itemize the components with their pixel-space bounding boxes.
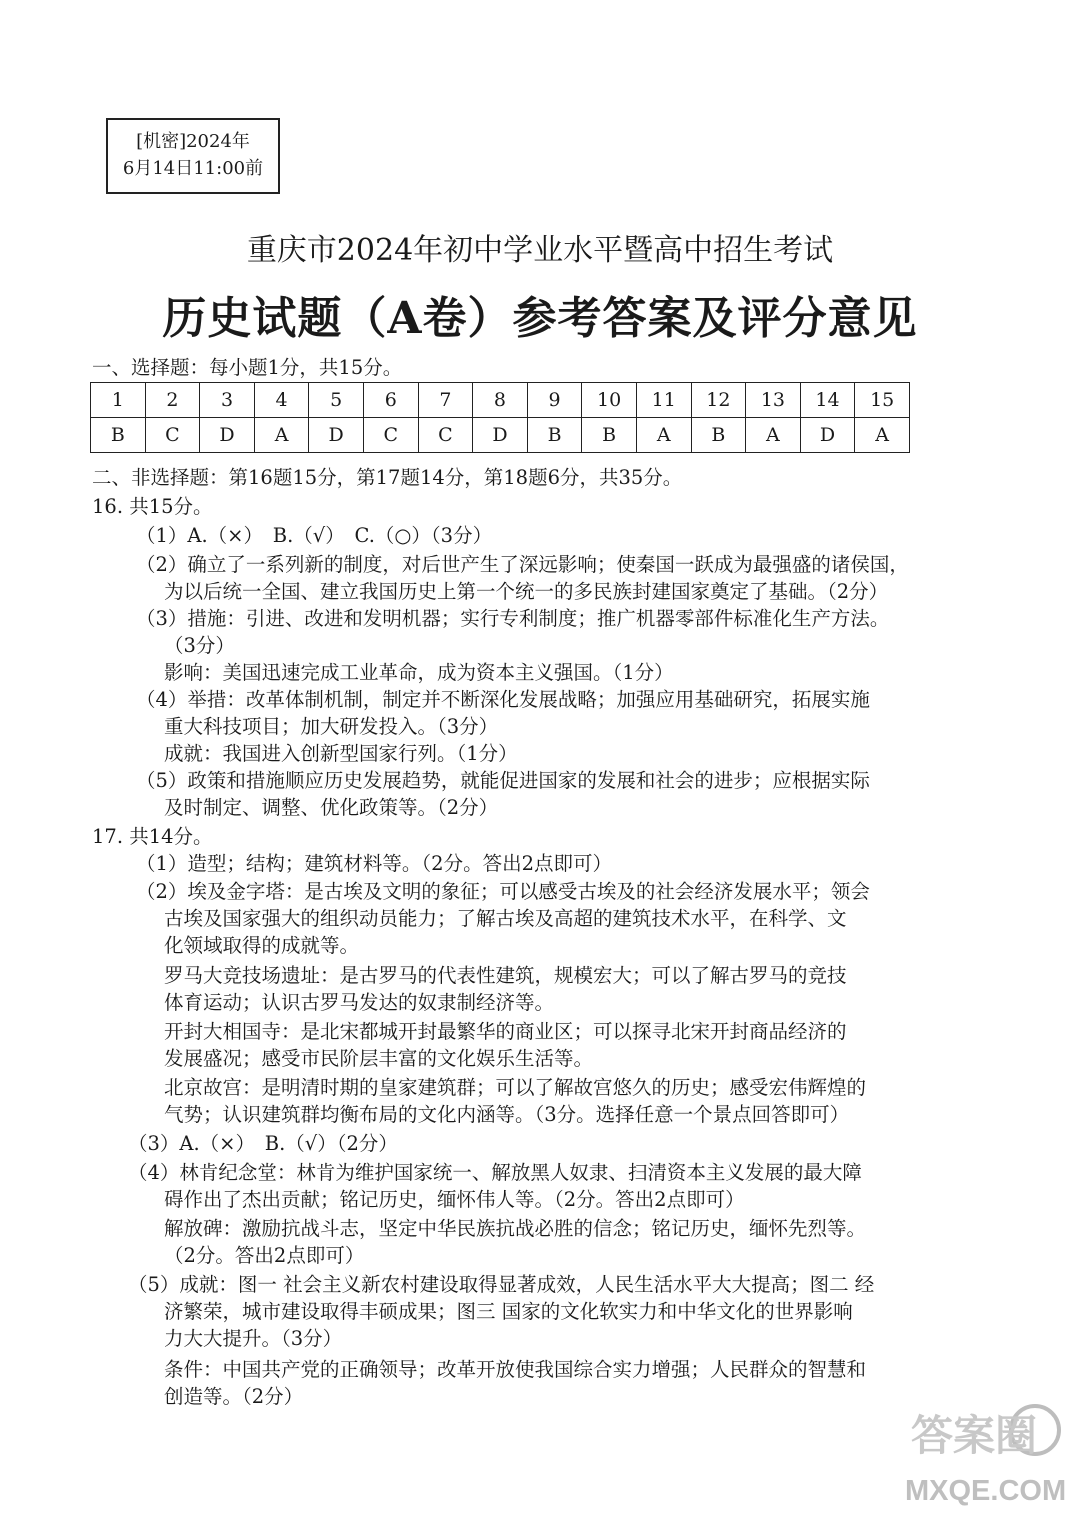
q17-part-2-line-2: 古埃及国家强大的组织动员能力；了解古埃及高超的建筑技术水平，在科学、文: [164, 907, 847, 930]
q17-part-1: （1）造型；结构；建筑材料等。（2分。答出2点即可）: [136, 852, 612, 875]
answer-cell: B: [691, 418, 746, 453]
question-number-cell: 14: [800, 383, 855, 418]
q16-part-5-line-1: （5）政策和措施顺应历史发展趋势，就能促进国家的发展和社会的进步；应根据实际: [136, 769, 870, 792]
confidential-stamp-box: [106, 118, 280, 194]
q16-part-4-line-2: 重大科技项目；加大研发投入。（3分）: [164, 715, 499, 738]
q17-part-4-line-3: 解放碑：激励抗战斗志，坚定中华民族抗战必胜的信念；铭记历史，缅怀先烈等。: [164, 1217, 867, 1240]
q17-part-4-line-1: （4）林肯纪念堂：林肯为维护国家统一、解放黑人奴隶、扫清资本主义发展的最大障: [128, 1161, 862, 1184]
watermark-logo-text: 答案圈: [911, 1412, 1038, 1459]
question-number-row: [91, 383, 910, 418]
question-number-cell: 1: [91, 383, 146, 418]
answer-cell: A: [855, 418, 910, 453]
q17-part-2-line-7: 发展盛况；感受市民阶层丰富的文化娱乐生活等。: [164, 1047, 594, 1070]
question-number-cell: 15: [855, 383, 910, 418]
answer-cell: D: [800, 418, 855, 453]
question-number-cell: 3: [200, 383, 255, 418]
q17-heading: 17. 共14分。: [92, 825, 213, 848]
answer-row: [91, 418, 910, 453]
q16-part-4-line-1: （4）举措：改革体制机制，制定并不断深化发展战略；加强应用基础研究，拓展实施: [136, 688, 870, 711]
q16-part-2-line-1: （2）确立了一系列新的制度，对后世产生了深远影响；使秦国一跃成为最强盛的诸侯国，: [136, 553, 909, 576]
q17-part-5-line-5: 创造等。（2分）: [164, 1385, 304, 1408]
answer-cell: A: [746, 418, 801, 453]
answer-cell: B: [91, 418, 146, 453]
q17-part-2-line-8: 北京故宫：是明清时期的皇家建筑群；可以了解故宫悠久的历史；感受宏伟辉煌的: [164, 1076, 867, 1099]
watermark-logo: [905, 1400, 1065, 1510]
q17-part-4-line-4: （2分。答出2点即可）: [164, 1244, 365, 1267]
section-2-heading: 二、非选择题：第16题15分，第17题14分，第18题6分，共35分。: [92, 466, 683, 489]
q17-part-2-line-4: 罗马大竞技场遗址：是古罗马的代表性建筑，规模宏大；可以了解古罗马的竞技: [164, 964, 847, 987]
answer-cell: D: [473, 418, 528, 453]
q16-part-1: （1）A.（×） B.（√） C.（○）（3分）: [136, 524, 493, 547]
q16-part-5-line-2: 及时制定、调整、优化政策等。（2分）: [164, 796, 499, 819]
answer-cell: A: [254, 418, 309, 453]
paper-title: 历史试题（A卷）参考答案及评分意见: [162, 293, 918, 344]
q17-part-3: （3）A.（×） B.（√）（2分）: [128, 1132, 398, 1155]
q17-part-2-line-3: 化领域取得的成就等。: [164, 934, 360, 957]
confidential-line-2: 6月14日11:00前: [122, 158, 264, 179]
q16-part-3-line-2: （3分）: [164, 634, 235, 657]
question-number-cell: 11: [636, 383, 691, 418]
answer-cell: C: [418, 418, 473, 453]
q16-part-3-line-1: （3）措施：引进、改进和发明机器；实行专利制度；推广机器零部件标准化生产方法。: [136, 607, 890, 630]
q16-part-4-line-3: 成就：我国进入创新型国家行列。（1分）: [164, 742, 518, 765]
q17-part-2-line-1: （2）埃及金字塔：是古埃及文明的象征；可以感受古埃及的社会经济发展水平；领会: [136, 880, 870, 903]
question-number-cell: 5: [309, 383, 364, 418]
q16-heading: 16. 共15分。: [92, 495, 213, 518]
question-number-cell: 4: [254, 383, 309, 418]
answer-cell: B: [527, 418, 582, 453]
q17-part-5-line-3: 力大大提升。（3分）: [164, 1327, 343, 1350]
question-number-cell: 7: [418, 383, 473, 418]
q17-part-5-line-2: 济繁荣，城市建设取得丰硕成果；图三 国家的文化软实力和中华文化的世界影响: [164, 1300, 853, 1323]
q17-part-2-line-5: 体育运动；认识古罗马发达的奴隶制经济等。: [164, 991, 555, 1014]
q17-part-2-line-6: 开封大相国寺：是北宋都城开封最繁华的商业区；可以探寻北宋开封商品经济的: [164, 1020, 847, 1043]
question-number-cell: 2: [145, 383, 200, 418]
question-number-cell: 8: [473, 383, 528, 418]
q17-part-5-line-1: （5）成就：图一 社会主义新农村建设取得显著成效，人民生活水平大大提高；图二 经: [128, 1273, 875, 1296]
exam-title: 重庆市2024年初中学业水平暨高中招生考试: [246, 233, 834, 268]
answer-table: [90, 382, 910, 453]
q16-part-2-line-2: 为以后统一全国、建立我国历史上第一个统一的多民族封建国家奠定了基础。（2分）: [164, 580, 889, 603]
q17-part-5-line-4: 条件：中国共产党的正确领导；改革开放使我国综合实力增强；人民群众的智慧和: [164, 1358, 867, 1381]
answer-cell: D: [200, 418, 255, 453]
answer-cell: D: [309, 418, 364, 453]
answer-cell: A: [636, 418, 691, 453]
watermark-badge-icon: [905, 1400, 1065, 1510]
q17-part-4-line-2: 碍作出了杰出贡献；铭记历史，缅怀伟人等。（2分。答出2点即可）: [164, 1188, 745, 1211]
q16-part-3-line-3: 影响：美国迅速完成工业革命，成为资本主义强国。（1分）: [164, 661, 674, 684]
confidential-line-1: [机密]2024年: [136, 131, 250, 152]
watermark-site: MXQE.COM: [905, 1475, 1065, 1507]
answer-cell: B: [582, 418, 637, 453]
question-number-cell: 13: [746, 383, 801, 418]
question-number-cell: 9: [527, 383, 582, 418]
section-1-heading: 一、选择题：每小题1分，共15分。: [92, 356, 403, 379]
q17-part-2-line-9: 气势；认识建筑群均衡布局的文化内涵等。（3分。选择任意一个景点回答即可）: [164, 1103, 850, 1126]
question-number-cell: 6: [363, 383, 418, 418]
question-number-cell: 10: [582, 383, 637, 418]
question-number-cell: 12: [691, 383, 746, 418]
answer-cell: C: [145, 418, 200, 453]
answer-cell: C: [363, 418, 418, 453]
